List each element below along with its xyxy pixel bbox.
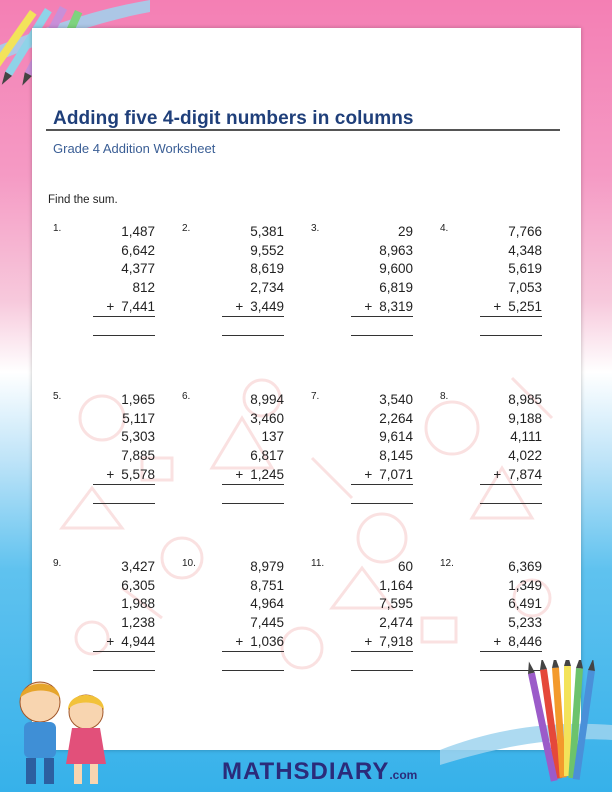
title-divider (46, 129, 560, 131)
addition-problem (182, 223, 292, 343)
answer-line (480, 335, 542, 336)
sum-rule (222, 484, 284, 485)
answer-line (480, 503, 542, 504)
addend-value (493, 466, 542, 485)
addend-value: 9,552 (250, 242, 284, 258)
addend-value (364, 633, 413, 652)
addition-problem (311, 558, 421, 678)
addend-value: 8,985 (508, 392, 542, 407)
problem-number: 9. (53, 558, 62, 569)
problem-number: 11. (311, 558, 325, 569)
addend-value: 2,734 (250, 280, 284, 296)
addition-problem (440, 223, 550, 343)
addend-value (364, 466, 413, 485)
addend-value: 60 (397, 559, 413, 574)
addend-value: 8,963 (379, 242, 413, 258)
addend-value: 1,349 (508, 577, 542, 593)
problem-number: 8. (440, 391, 449, 402)
plus-sign: + (364, 298, 373, 314)
addend-column (493, 223, 542, 317)
addend-column (106, 391, 155, 485)
problem-number: 1. (53, 223, 62, 234)
addend-value: 8,751 (250, 577, 284, 593)
problem-number: 12. (440, 558, 454, 569)
addend-value: 1,164 (379, 577, 413, 593)
addend-number: 3,449 (250, 298, 284, 314)
sum-rule (93, 484, 155, 485)
addend-value: 8,145 (379, 448, 413, 464)
addend-value: 1,238 (121, 615, 155, 631)
addend-value: 5,303 (121, 429, 155, 445)
addend-value: 6,491 (508, 596, 542, 612)
addend-value: 5,117 (122, 410, 155, 426)
addend-value (364, 298, 413, 317)
addition-problem (182, 391, 292, 511)
plus-sign: + (493, 466, 502, 482)
sum-rule (93, 651, 155, 652)
colored-pencils-icon (440, 660, 612, 792)
addend-column (364, 558, 413, 652)
sum-rule (351, 484, 413, 485)
addend-number: 7,441 (121, 298, 155, 314)
addend-column (493, 558, 542, 652)
addition-problem (311, 391, 421, 511)
instruction-text: Find the sum. (48, 194, 118, 206)
worksheet-title: Adding five 4-digit numbers in columns (53, 108, 414, 129)
worksheet-page (32, 28, 581, 750)
addend-value: 4,111 (510, 429, 542, 445)
worksheet-subtitle: Grade 4 Addition Worksheet (53, 141, 216, 156)
sum-rule (351, 651, 413, 652)
problem-number: 4. (440, 223, 449, 234)
addend-column (235, 391, 284, 485)
addend-value: 7,885 (121, 448, 155, 464)
answer-line (93, 503, 155, 504)
addend-value (235, 633, 284, 652)
sum-rule (480, 316, 542, 317)
addend-value: 7,053 (508, 280, 542, 296)
addend-number: 7,071 (379, 466, 413, 482)
children-illustration-icon (2, 672, 122, 792)
addition-problem (53, 558, 163, 678)
addition-problem (311, 223, 421, 343)
sum-rule (351, 316, 413, 317)
sum-rule (93, 316, 155, 317)
addend-value (235, 298, 284, 317)
problem-number: 10. (182, 558, 196, 569)
addend-column (364, 391, 413, 485)
plus-sign: + (364, 466, 373, 482)
addend-value: 3,460 (250, 410, 284, 426)
problem-number: 3. (311, 223, 320, 234)
plus-sign: + (235, 298, 244, 314)
addend-value: 4,348 (508, 242, 542, 258)
addend-column (364, 223, 413, 317)
plus-sign: + (364, 633, 373, 649)
addend-number: 1,036 (250, 633, 284, 649)
plus-sign: + (493, 298, 502, 314)
answer-line (222, 335, 284, 336)
problem-number: 5. (53, 391, 62, 402)
answer-line (93, 335, 155, 336)
addend-value (493, 298, 542, 317)
addend-value: 2,474 (379, 615, 413, 631)
addend-number: 5,251 (508, 298, 542, 314)
plus-sign: + (106, 466, 115, 482)
addend-column (106, 223, 155, 317)
addend-value: 7,595 (379, 596, 413, 612)
plus-sign: + (235, 466, 244, 482)
addend-value: 6,817 (250, 448, 284, 464)
addition-problem (53, 391, 163, 511)
addend-value (106, 298, 155, 317)
answer-line (222, 670, 284, 671)
addend-value: 5,381 (250, 224, 284, 239)
site-logo (222, 758, 417, 786)
problem-number: 2. (182, 223, 191, 234)
answer-line (222, 503, 284, 504)
addend-value (106, 633, 155, 652)
answer-line (93, 670, 155, 671)
addend-column (235, 558, 284, 652)
answer-line (351, 503, 413, 504)
addend-value (106, 466, 155, 485)
addend-value: 8,994 (250, 392, 284, 407)
addend-value: 9,614 (379, 429, 413, 445)
addend-number: 8,319 (379, 298, 413, 314)
addend-column (493, 391, 542, 485)
addend-value: 9,600 (379, 261, 413, 277)
addend-value: 1,988 (121, 596, 155, 612)
addition-problem (53, 223, 163, 343)
addend-value: 4,377 (121, 261, 155, 277)
plus-sign: + (493, 633, 502, 649)
addend-value: 6,819 (379, 280, 413, 296)
answer-line (351, 670, 413, 671)
addend-number: 7,874 (508, 466, 542, 482)
addend-value: 6,642 (121, 242, 155, 258)
addend-value: 1,487 (121, 224, 155, 239)
addend-value: 1,965 (121, 392, 155, 407)
addend-value: 812 (132, 280, 155, 296)
addend-value: 4,964 (250, 596, 284, 612)
addend-number: 1,245 (250, 466, 284, 482)
addition-problem (182, 558, 292, 678)
addend-number: 5,578 (121, 466, 155, 482)
problem-number: 7. (311, 391, 320, 402)
addend-value: 4,022 (508, 448, 542, 464)
addend-value: 29 (397, 224, 413, 239)
addend-value: 137 (261, 429, 284, 445)
addend-value (493, 633, 542, 652)
addend-value: 8,979 (250, 559, 284, 574)
addition-problem (440, 391, 550, 511)
addend-value: 8,619 (250, 261, 284, 277)
addend-value: 5,233 (508, 615, 542, 631)
addend-value: 6,369 (508, 559, 542, 574)
sum-rule (480, 651, 542, 652)
sum-rule (480, 484, 542, 485)
answer-line (351, 335, 413, 336)
addend-number: 8,446 (508, 633, 542, 649)
addend-value: 3,540 (379, 392, 413, 407)
addend-value: 5,619 (508, 261, 542, 277)
sum-rule (222, 316, 284, 317)
plus-sign: + (106, 298, 115, 314)
addend-value: 9,188 (508, 410, 542, 426)
logo-suffix-text: .com (389, 768, 418, 782)
addend-column (106, 558, 155, 652)
addend-value: 6,305 (121, 577, 155, 593)
logo-main-text: MATHSDIARY (222, 758, 390, 785)
addend-value: 2,264 (379, 410, 413, 426)
plus-sign: + (106, 633, 115, 649)
addend-value: 7,445 (250, 615, 284, 631)
plus-sign: + (235, 633, 244, 649)
addend-number: 4,944 (121, 633, 155, 649)
addend-value: 3,427 (121, 559, 155, 574)
addend-number: 7,918 (379, 633, 413, 649)
addend-value: 7,766 (508, 224, 542, 239)
problem-number: 6. (182, 391, 191, 402)
addend-value (235, 466, 284, 485)
sum-rule (222, 651, 284, 652)
addend-column (235, 223, 284, 317)
